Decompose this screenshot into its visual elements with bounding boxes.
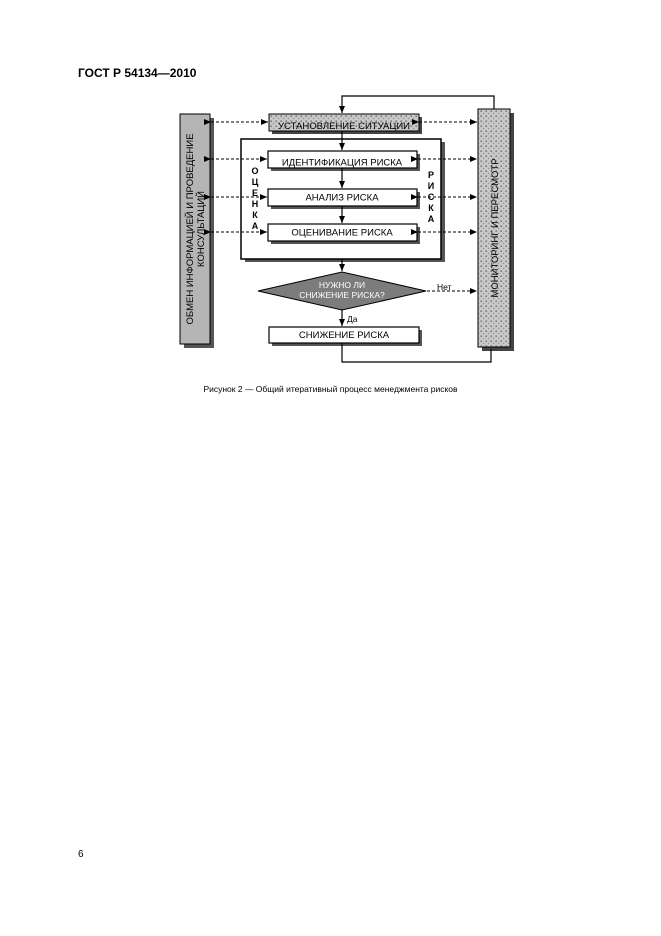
decision-label-line2: СНИЖЕНИЕ РИСКА? — [299, 290, 385, 300]
communication-panel-label-line2: КОНСУЛЬТАЦИЙ — [196, 191, 207, 267]
treatment-label: СНИЖЕНИЕ РИСКА — [298, 330, 390, 342]
assessment-letter: К — [428, 203, 434, 213]
assessment-letter: Р — [427, 170, 435, 180]
context-box — [269, 114, 422, 134]
monitoring-panel-label: МОНИТОРИНГ И ПЕРЕСМОТР — [490, 158, 501, 298]
assessment-letter: И — [427, 181, 435, 191]
assessment-letter: С — [427, 192, 435, 202]
assessment-letter: К — [252, 210, 258, 220]
analysis-box — [268, 189, 420, 209]
assessment-letter: О — [251, 166, 259, 176]
communication-panel — [180, 114, 214, 348]
assessment-letters-left — [251, 166, 258, 231]
assessment-letter: Н — [251, 199, 259, 209]
figure-caption: Рисунок 2 — Общий итеративный процесс менеджмента рисков — [203, 384, 458, 394]
context-label: УСТАНОВЛЕНИЕ СИТУАЦИИ — [277, 121, 411, 133]
document-header: ГОСТ Р 54134—2010 — [78, 66, 197, 80]
page-number: 6 — [78, 849, 84, 860]
treatment-box — [269, 327, 422, 346]
evaluation-label: ОЦЕНИВАНИЕ РИСКА — [291, 227, 393, 239]
assessment-letter: Е — [251, 188, 259, 198]
assessment-letter: А — [251, 221, 259, 231]
analysis-label: АНАЛИЗ РИСКА — [305, 192, 379, 204]
decision-diamond — [258, 272, 426, 310]
evaluation-box — [268, 224, 420, 244]
communication-panel-label-line1: ОБМЕН ИНФОРМАЦИЕЙ И ПРОВЕДЕНИЕ — [185, 133, 196, 325]
identification-label: ИДЕНТИФИКАЦИЯ РИСКА — [281, 157, 403, 169]
decision-no-label: Нет — [437, 282, 452, 292]
decision-yes-label: Да — [347, 314, 358, 324]
assessment-letter: А — [427, 214, 435, 224]
decision-label-line1: НУЖНО ЛИ — [318, 280, 366, 290]
assessment-letter: Ц — [251, 177, 259, 187]
monitoring-panel — [478, 109, 514, 351]
identification-box — [268, 151, 420, 171]
